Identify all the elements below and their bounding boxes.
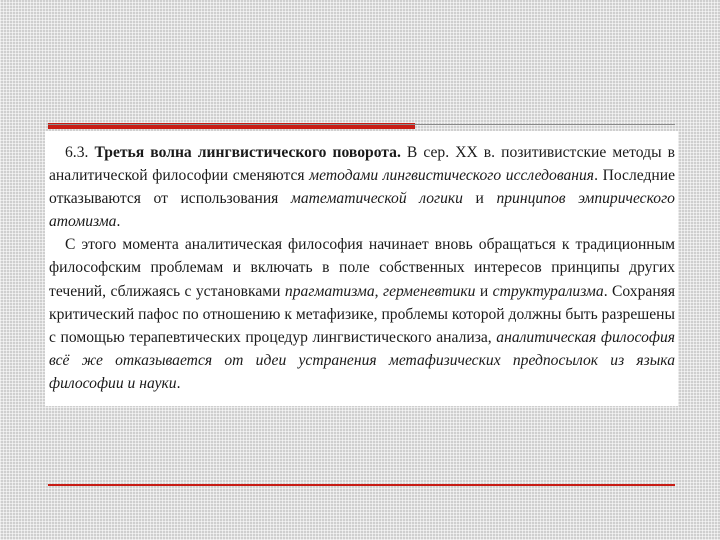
section-heading: Третья волна лингвистического поворота. [94,144,401,161]
paragraph-1 [49,141,675,233]
p2-term-4: аналитическая философия всё же отказывается от идеи устранения метафизических предпосылок из языка философии и науки [49,328,675,392]
p1-text-3: и [475,190,484,208]
top-rule [48,124,675,125]
p2-term-1: прагматизма [284,282,375,300]
p2-text-2: , [374,282,379,300]
p1-term-3: принципов эмпирического атомизма [49,190,675,231]
p2-term-3: структурализма [492,282,604,300]
p1-text-2: . Последние отказываются от использования [49,167,675,208]
p2-text-3: и [479,282,489,300]
p2-text-1: С этого момента аналитическая философия начинает вновь обращаться к традиционным философским проблемам и включать в поле собственных интересов принципы других течений, сближаясь с установками [49,236,675,300]
p1-text-1: В сер. XX в. позитивистские методы в аналитической философии сменяются [49,144,675,185]
p2-text-5: . [176,374,181,392]
p1-term-1: методами лингвистического исследования [309,167,595,185]
section-number: 6.3. [65,144,89,161]
p1-term-2: математической логики [290,190,463,208]
bottom-rule [48,484,675,486]
p2-text-4: . Сохраняя критический пафос по отношению к метафизике, проблемы которой должны быть разрешены с помощью терапевтических процедур лингвистического анализа, [49,282,676,346]
p2-term-2: герменевтики [382,282,476,300]
slide-body [49,141,675,395]
paragraph-2 [49,233,675,395]
p1-text-4: . [116,213,121,231]
